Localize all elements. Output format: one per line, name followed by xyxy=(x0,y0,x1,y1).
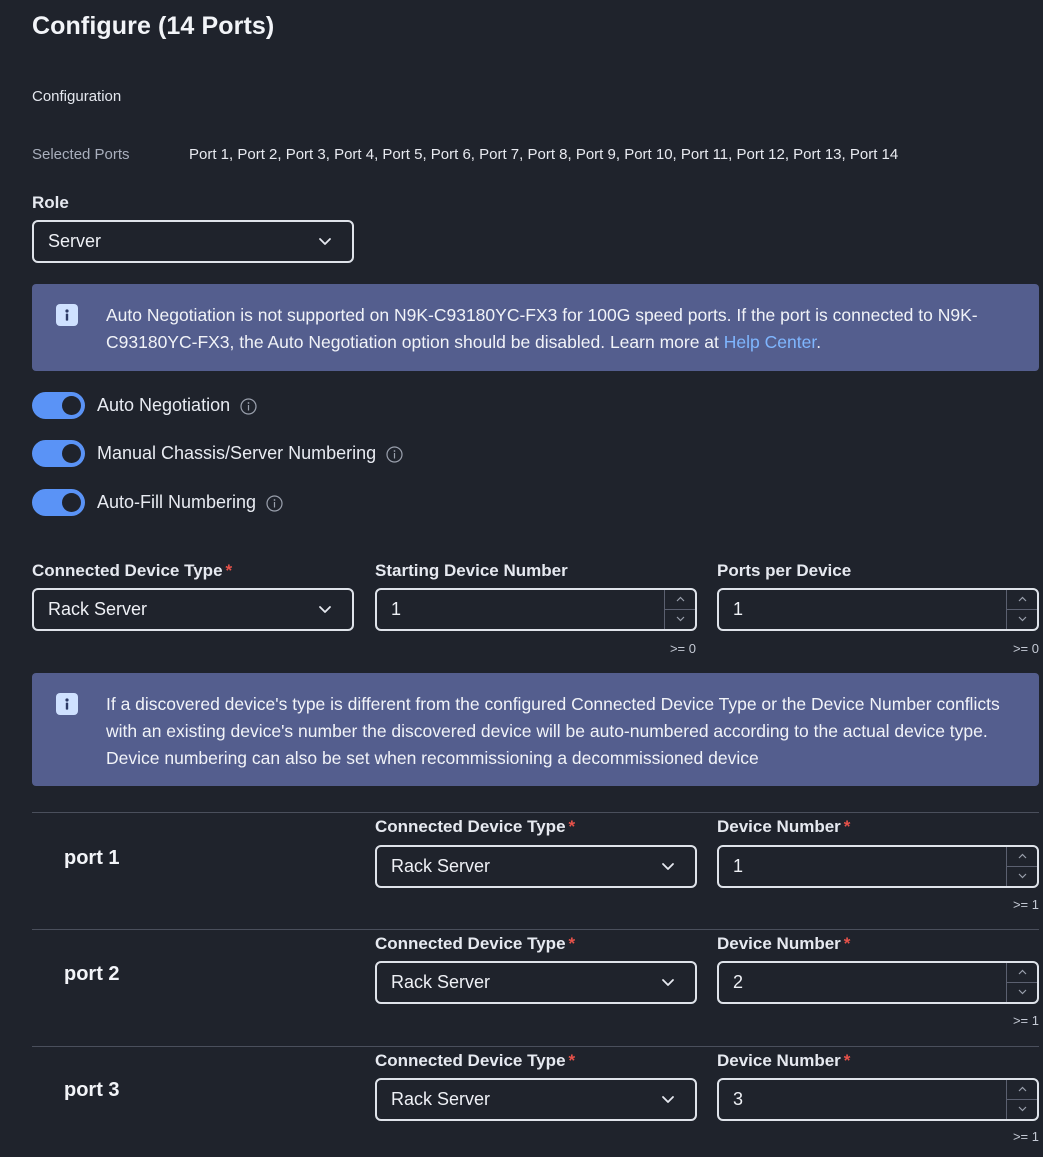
port-device-type-value: Rack Server xyxy=(391,972,491,992)
chevron-down-icon xyxy=(1018,1106,1027,1112)
toggle-knob xyxy=(62,444,81,463)
chevron-up-icon xyxy=(1018,596,1027,602)
manual-numbering-toggle[interactable] xyxy=(32,440,85,467)
required-marker: * xyxy=(568,817,576,836)
port-device-type-label xyxy=(375,934,575,954)
port-device-type-label-text: Connected Device Type xyxy=(375,934,566,953)
device-type-value: Rack Server xyxy=(48,599,148,619)
required-marker: * xyxy=(568,934,576,953)
port-device-type-select[interactable] xyxy=(375,1078,697,1121)
required-marker: * xyxy=(843,817,851,836)
port-device-number-value: 1 xyxy=(733,856,744,876)
ports-per-device-value: 1 xyxy=(733,599,744,619)
info-circle-icon[interactable] xyxy=(240,398,257,415)
port-device-number-value: 2 xyxy=(733,972,744,992)
toggle-knob xyxy=(62,396,81,415)
required-marker: * xyxy=(225,561,233,580)
info-icon xyxy=(56,693,78,715)
port-device-type-value: Rack Server xyxy=(391,856,491,876)
port-device-number-label-text: Device Number xyxy=(717,817,841,836)
chevron-down-icon xyxy=(661,1094,675,1104)
port-device-number-input[interactable] xyxy=(717,845,1039,888)
section-label: Configuration xyxy=(32,88,122,105)
port-device-type-select[interactable] xyxy=(375,961,697,1004)
chevron-down-icon xyxy=(1018,989,1027,995)
starting-number-label: Starting Device Number xyxy=(375,561,568,580)
chevron-down-icon xyxy=(318,604,332,614)
starting-number-value: 1 xyxy=(391,599,402,619)
info-icon xyxy=(56,304,78,326)
decrement-button[interactable] xyxy=(665,610,695,630)
port-device-number-label xyxy=(717,934,850,954)
auto-negotiation-label xyxy=(97,395,257,416)
ports-per-device-label: Ports per Device xyxy=(717,561,852,580)
required-marker: * xyxy=(843,1051,851,1070)
page-title: Configure (14 Ports) xyxy=(32,12,275,40)
selected-ports-label: Selected Ports xyxy=(32,146,130,163)
manual-numbering-label xyxy=(97,443,403,464)
port-name: port 1 xyxy=(64,847,120,869)
port-device-number-value: 3 xyxy=(733,1089,744,1109)
banner-message: Auto Negotiation is not supported on N9K-C93180YC-FX3 for 100G speed ports. If the port is connected to N9K-C93180YC-FX3, the Auto Negotiation option should be disabled. Learn more at xyxy=(106,305,978,352)
row-divider xyxy=(32,1046,1039,1047)
increment-button[interactable] xyxy=(1007,590,1037,610)
chevron-up-icon xyxy=(676,596,685,602)
chevron-down-icon xyxy=(1018,873,1027,879)
port-device-type-value: Rack Server xyxy=(391,1089,491,1109)
chevron-up-icon xyxy=(1018,969,1027,975)
device-type-select[interactable] xyxy=(32,588,354,631)
port-name: port 3 xyxy=(64,1079,120,1101)
toggle-label-text: Auto Negotiation xyxy=(97,395,231,415)
info-circle-icon[interactable] xyxy=(266,495,283,512)
starting-number-input[interactable] xyxy=(375,588,697,631)
decrement-button[interactable] xyxy=(1007,983,1037,1003)
required-marker: * xyxy=(568,1051,576,1070)
device-type-label xyxy=(32,561,232,581)
port-device-number-hint: >= 1 xyxy=(1012,1013,1039,1028)
increment-button[interactable] xyxy=(665,590,695,610)
increment-button[interactable] xyxy=(1007,847,1037,867)
ports-per-device-hint: >= 0 xyxy=(1012,641,1039,656)
chevron-up-icon xyxy=(1018,1086,1027,1092)
banner-text: If a discovered device's type is different from the configured Connected Device Type or the Device Number conflicts with an existing device's number the discovered device will be auto-numbered according to the actual device type. Device numbering can also be set when recommissioning a decommissioned device xyxy=(106,694,1000,768)
port-device-type-label-text: Connected Device Type xyxy=(375,1051,566,1070)
starting-number-hint: >= 0 xyxy=(669,641,696,656)
banner-text xyxy=(106,302,1021,356)
decrement-button[interactable] xyxy=(1007,1100,1037,1120)
required-marker: * xyxy=(843,934,851,953)
device-type-label-text: Connected Device Type xyxy=(32,561,223,580)
chevron-up-icon xyxy=(1018,853,1027,859)
port-device-type-label xyxy=(375,1051,575,1071)
number-spinner xyxy=(1006,590,1037,629)
selected-ports-value: Port 1, Port 2, Port 3, Port 4, Port 5, Port 6, Port 7, Port 8, Port 9, Port 10, Port 11, Port 12, Port 13, Port 14 xyxy=(189,146,899,163)
info-circle-icon[interactable] xyxy=(386,446,403,463)
port-device-type-label xyxy=(375,817,575,837)
chevron-down-icon xyxy=(661,861,675,871)
port-device-number-label xyxy=(717,1051,850,1071)
row-divider xyxy=(32,812,1039,813)
port-device-number-label xyxy=(717,817,850,837)
port-device-number-label-text: Device Number xyxy=(717,1051,841,1070)
auto-negotiation-toggle[interactable] xyxy=(32,392,85,419)
role-select-value: Server xyxy=(48,231,102,251)
auto-fill-toggle[interactable] xyxy=(32,489,85,516)
chevron-down-icon xyxy=(318,236,332,246)
decrement-button[interactable] xyxy=(1007,610,1037,630)
chevron-down-icon xyxy=(661,977,675,987)
chevron-down-icon xyxy=(1018,616,1027,622)
number-spinner xyxy=(664,590,695,629)
port-device-number-label-text: Device Number xyxy=(717,934,841,953)
auto-negotiation-banner xyxy=(32,284,1039,371)
port-device-number-input[interactable] xyxy=(717,961,1039,1004)
port-device-type-label-text: Connected Device Type xyxy=(375,817,566,836)
increment-button[interactable] xyxy=(1007,1080,1037,1100)
number-spinner xyxy=(1006,847,1037,886)
banner-suffix: . xyxy=(816,332,822,352)
toggle-label-text: Auto-Fill Numbering xyxy=(97,492,257,512)
ports-per-device-input[interactable] xyxy=(717,588,1039,631)
role-select[interactable] xyxy=(32,220,354,263)
toggle-label-text: Manual Chassis/Server Numbering xyxy=(97,443,377,463)
toggle-knob xyxy=(62,493,81,512)
port-device-number-hint: >= 1 xyxy=(1012,897,1039,912)
decrement-button[interactable] xyxy=(1007,867,1037,887)
port-name: port 2 xyxy=(64,963,120,985)
chevron-down-icon xyxy=(676,616,685,622)
help-center-link[interactable]: Help Center xyxy=(723,332,817,352)
device-numbering-banner xyxy=(32,673,1039,786)
port-device-number-hint: >= 1 xyxy=(1012,1129,1039,1144)
port-device-number-input[interactable] xyxy=(717,1078,1039,1121)
auto-fill-label xyxy=(97,492,283,513)
row-divider xyxy=(32,929,1039,930)
number-spinner xyxy=(1006,1080,1037,1119)
increment-button[interactable] xyxy=(1007,963,1037,983)
number-spinner xyxy=(1006,963,1037,1002)
role-label: Role xyxy=(32,193,69,212)
port-device-type-select[interactable] xyxy=(375,845,697,888)
